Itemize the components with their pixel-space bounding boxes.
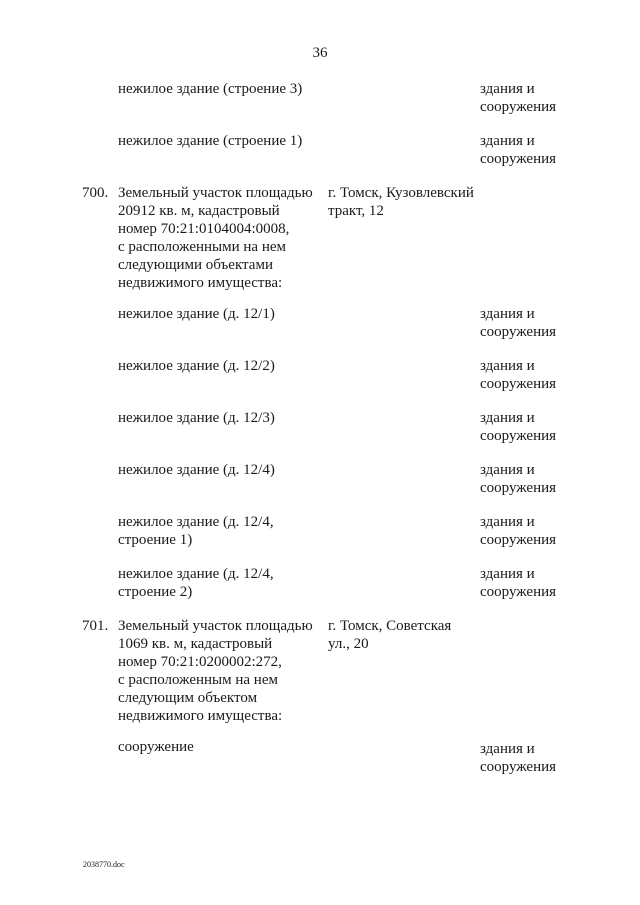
item-number: 701.	[82, 618, 109, 634]
object-name: сооружение	[118, 739, 194, 755]
object-type: здания и сооружения	[480, 741, 557, 775]
object-type: здания и сооружения	[480, 81, 557, 115]
object-name: нежилое здание (д. 12/4, строение 1)	[118, 514, 274, 548]
object-name: нежилое здание (строение 3)	[118, 81, 303, 97]
object-name: нежилое здание (д. 12/4, строение 2)	[118, 566, 274, 600]
object-name: нежилое здание (д. 12/3)	[118, 410, 275, 426]
object-name: нежилое здание (д. 12/1)	[118, 306, 275, 322]
object-name: нежилое здание (строение 1)	[118, 133, 303, 149]
object-type: здания и сооружения	[480, 358, 557, 392]
object-type: здания и сооружения	[480, 462, 557, 496]
page-number: 36	[312, 45, 328, 61]
object-name: нежилое здание (д. 12/4)	[118, 462, 275, 478]
object-name: нежилое здание (д. 12/2)	[118, 358, 275, 374]
object-name: Земельный участок площадью 1069 кв. м, кадастровый номер 70:21:0200002:272, с расположенным на нем следующим объектом недвижимого имущества:	[118, 618, 313, 724]
item-number: 700.	[82, 185, 109, 201]
object-type: здания и сооружения	[480, 133, 557, 167]
object-name: Земельный участок площадью 20912 кв. м, кадастровый номер 70:21:0104004:0008, с расположенными на нем следующими объектами недвижимого имущества:	[118, 185, 313, 291]
object-address: г. Томск, Кузовлевский тракт, 12	[328, 185, 474, 219]
object-type: здания и сооружения	[480, 306, 557, 340]
object-type: здания и сооружения	[480, 410, 557, 444]
object-type: здания и сооружения	[480, 514, 557, 548]
footer-filename: 2038770.doc	[83, 860, 125, 869]
object-address: г. Томск, Советская ул., 20	[328, 618, 452, 652]
object-type: здания и сооружения	[480, 566, 557, 600]
